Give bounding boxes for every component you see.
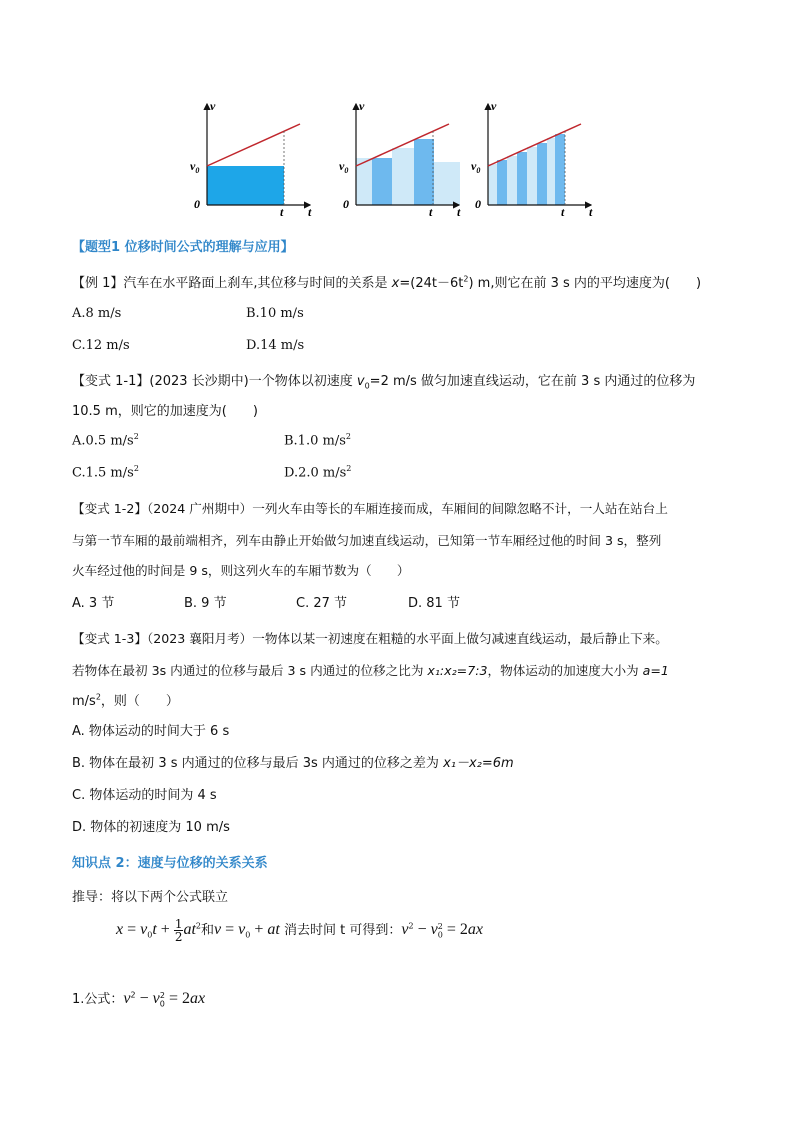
eq-v: v	[140, 921, 148, 938]
formula-x: x	[391, 276, 400, 291]
t-label: t	[561, 205, 565, 219]
eq-op2: =	[221, 921, 239, 938]
formula-end: ) m	[468, 276, 491, 291]
unit-sup: 2	[345, 432, 351, 441]
eq-sub2: 0	[245, 930, 251, 940]
eq-sub: 0	[147, 930, 153, 940]
result-sup: 2	[408, 921, 414, 931]
origin-label: 0	[475, 197, 481, 211]
origin-label: 0	[194, 197, 200, 211]
variant-text: ，则（ ）	[100, 694, 179, 709]
graph-1	[190, 99, 312, 219]
variant-1-2-line3: 火车经过他的时间是 9 s，则这列火车的车厢节数为（ ）	[72, 563, 410, 578]
unit-sup: 2	[346, 464, 352, 473]
variant-1-3-line2	[72, 660, 669, 679]
graph-2	[339, 99, 461, 219]
axis-v-label: v	[359, 99, 365, 113]
eq-v2: v	[214, 921, 222, 938]
equation-line	[116, 918, 483, 958]
unit-text: m/s	[72, 694, 96, 709]
example-text-b: ,则它在前 3 s 内的平均速度为( )	[490, 276, 702, 291]
axis-t-label: t	[589, 205, 593, 219]
result-v: v	[401, 921, 409, 938]
option-c[interactable]: C. 27 节	[296, 596, 348, 611]
option-b-text: B. 物体在最初 3 s 内通过的位移与最后 3s 内通过的位移之差为	[72, 756, 444, 771]
formula-sup: 2	[463, 274, 469, 284]
result-ax: ax	[467, 921, 484, 938]
variant-1-3-line1	[72, 628, 668, 647]
formula-label: 1.公式：	[72, 992, 124, 1007]
eq-at: at	[267, 921, 280, 938]
variant-text: （2024 广州期中）一列火车由等长的车厢连接而成，车厢间的间隙忽略不计，一人站在站台上	[146, 501, 668, 516]
eq-v3: v	[238, 921, 246, 938]
eq-x: x	[116, 921, 124, 938]
variant-tag: 【变式 1-3】	[72, 631, 147, 646]
variant-1-1-line2: 10.5 m，则它的加速度为( )	[72, 404, 258, 419]
graph-3	[471, 99, 593, 219]
formula-eq: = 2	[164, 990, 190, 1007]
variant-text: (2023 长沙期中)一个物体以初速度	[149, 374, 357, 389]
option-b[interactable]: B.10 m/s	[246, 306, 304, 321]
variant-1-1-question	[72, 370, 695, 391]
option-b-formula: x₁－x₂=6m	[443, 756, 514, 771]
variant-text: ，物体运动的加速度大小为	[487, 663, 643, 678]
eq-plus2: +	[250, 921, 268, 938]
area-rect	[207, 166, 284, 205]
option-c[interactable]	[72, 464, 139, 480]
t-label: t	[280, 205, 284, 219]
example-text: 汽车在水平路面上刹车,其位移与时间的关系是	[123, 276, 392, 291]
derive-text: 推导：将以下两个公式联立	[72, 890, 229, 905]
example-1-question	[72, 272, 701, 291]
v0-label: $v_0$	[190, 159, 200, 175]
section-heading-2: 知识点 2：速度与位移的关系关系	[72, 856, 268, 871]
eq-tail: 消去时间 t 可得到：	[279, 923, 402, 938]
acceleration-formula: a=1	[642, 663, 669, 678]
v0-sub: 0	[364, 381, 370, 391]
frac-den: 2	[174, 930, 183, 944]
formula-minus: −	[135, 990, 153, 1007]
option-c-text: C.1.5 m/s	[72, 465, 134, 481]
eq-plus: +	[156, 921, 174, 938]
eq-and: 和	[201, 923, 215, 938]
formula-rest: =(24t－6t	[399, 276, 464, 291]
eq-op: =	[123, 921, 141, 938]
vt-graph-svg	[180, 96, 610, 220]
variant-tag: 【变式 1-2】	[72, 501, 147, 516]
v0-label: $v_0$	[339, 159, 349, 175]
formula-sub: 0	[159, 999, 165, 1009]
frac-num: 1	[174, 917, 183, 931]
option-d[interactable]: D.14 m/s	[246, 338, 305, 353]
formula-ax: ax	[189, 990, 206, 1007]
option-a[interactable]: A. 物体运动的时间大于 6 s	[72, 724, 230, 739]
option-d[interactable]: D. 物体的初速度为 10 m/s	[72, 820, 230, 835]
axis-t-label: t	[308, 205, 312, 219]
option-c[interactable]: C.12 m/s	[72, 338, 130, 353]
axis-t-label: t	[457, 205, 461, 219]
variant-text: （2023 襄阳月考）一物体以某一初速度在粗糙的水平面上做匀减速直线运动，最后静止下来。	[146, 631, 668, 646]
formula-line	[72, 988, 205, 1009]
option-b[interactable]: B. 9 节	[184, 596, 227, 611]
option-a[interactable]	[72, 432, 139, 448]
axis-v-label: v	[210, 99, 216, 113]
result-minus: −	[413, 921, 431, 938]
option-c[interactable]: C. 物体运动的时间为 4 s	[72, 788, 217, 803]
result-sup2: 2	[437, 921, 443, 931]
formula-v: v	[123, 990, 131, 1007]
unit-sup: 2	[95, 692, 101, 702]
eq-t: t	[152, 921, 157, 938]
variant-1-3-line3	[72, 690, 179, 709]
vt-graphs	[180, 96, 610, 220]
variant-text-b: =2 m/s 做匀加速直线运动，它在前 3 s 内通过的位移为	[369, 374, 696, 389]
unit-sup: 2	[133, 464, 139, 473]
t-label: t	[429, 205, 433, 219]
result-eq: = 2	[442, 921, 468, 938]
formula-sup: 2	[130, 990, 136, 1000]
origin-label: 0	[343, 197, 349, 211]
axis-v-label: v	[491, 99, 497, 113]
formula-v0: v	[152, 990, 160, 1007]
formula-sup2: 2	[159, 990, 165, 1000]
result-v0: v	[430, 921, 438, 938]
option-a-text: A.0.5 m/s	[72, 433, 134, 449]
variant-1-2-line2: 与第一节车厢的最前端相齐，列车由静止开始做匀加速直线运动，已知第一节车厢经过他的时间 3 s，整列	[72, 533, 662, 548]
unit-sup: 2	[133, 432, 139, 441]
v0-label: $v_0$	[471, 159, 481, 175]
option-a[interactable]: A. 3 节	[72, 596, 115, 611]
ratio-formula: x₁:x₂=7:3	[427, 663, 488, 678]
option-d[interactable]: D. 81 节	[408, 596, 460, 611]
eq-sup: 2	[195, 921, 202, 931]
variant-1-2-line1	[72, 498, 668, 517]
option-b[interactable]	[284, 432, 351, 448]
example-tag: 【例 1】	[72, 276, 124, 291]
option-d-text: D.2.0 m/s	[284, 465, 347, 481]
velocity-line	[207, 124, 300, 166]
option-a[interactable]: A.8 m/s	[72, 306, 122, 321]
option-b[interactable]	[72, 752, 514, 771]
eq-a: at	[183, 921, 196, 938]
variant-text: 若物体在最初 3s 内通过的位移与最后 3 s 内通过的位移之比为	[72, 663, 428, 678]
v0-symbol: v	[356, 374, 365, 389]
section-heading-1: 【题型1 位移时间公式的理解与应用】	[72, 240, 294, 255]
variant-tag: 【变式 1-1】	[72, 374, 150, 389]
option-d[interactable]	[284, 464, 351, 480]
option-b-text: B.1.0 m/s	[284, 433, 346, 449]
result-sub: 0	[437, 930, 443, 940]
